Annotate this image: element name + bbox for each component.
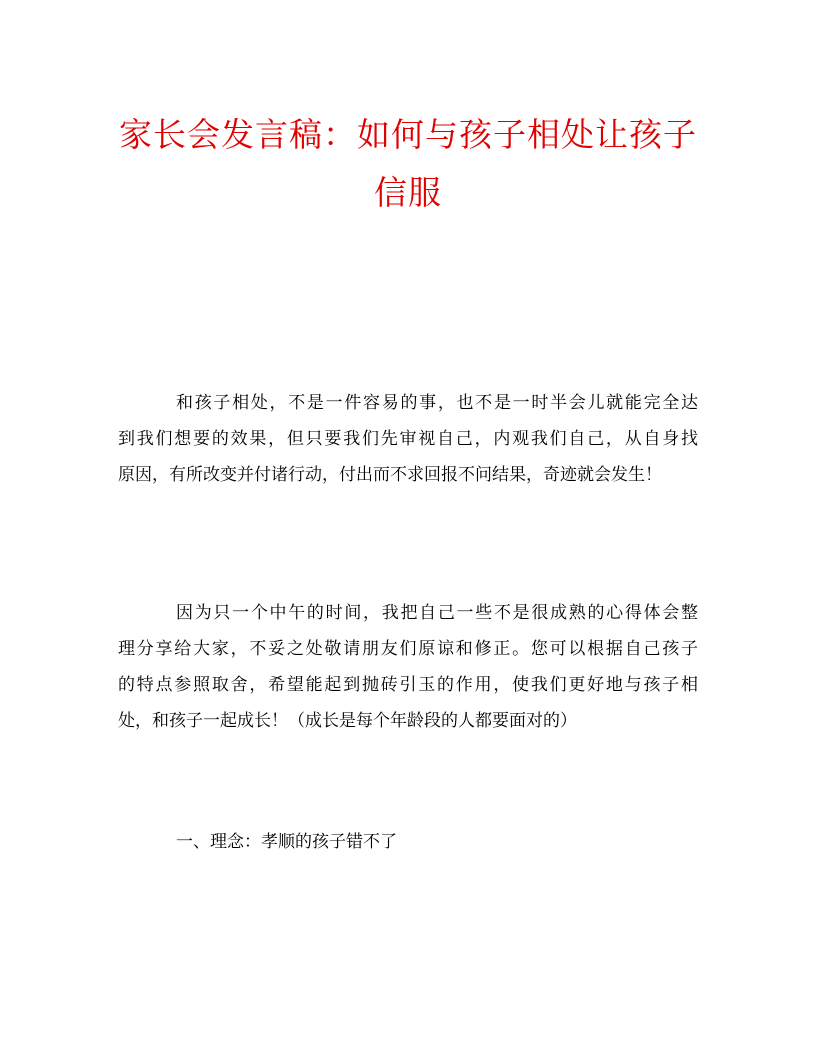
paragraph-1-line-1: 和孩子相处，不是一件容易的事，也不是一时半会儿就能完全达 <box>176 393 698 413</box>
paragraph-2-line-3: 的特点参照取舍，希望能起到抛砖引玉的作用，使我们更好地与孩子相 <box>118 675 698 695</box>
section-heading: 一、理念：孝顺的孩子错不了 <box>176 832 397 852</box>
document-title <box>100 106 716 222</box>
paragraph-2-line-4: 处，和孩子一起成长！（成长是每个年龄段的人都要面对的） <box>118 711 577 731</box>
title-line-1: 家长会发言稿：如何与孩子相处让孩子 <box>119 115 697 154</box>
paragraph-2 <box>118 595 698 739</box>
paragraph-2-line-1: 因为只一个中午的时间，我把自己一些不是很成熟的心得体会整 <box>176 603 698 623</box>
paragraph-2-line-2: 理分享给大家，不妥之处敬请朋友们原谅和修正。您可以根据自己孩子 <box>118 639 698 659</box>
paragraph-1-line-2: 到我们想要的效果，但只要我们先审视自己，内观我们自己，从自身找 <box>118 429 698 449</box>
title-line-2: 信服 <box>374 173 442 212</box>
paragraph-1 <box>118 385 698 493</box>
paragraph-1-line-3: 原因，有所改变并付诸行动，付出而不求回报不问结果，奇迹就会发生！ <box>118 465 662 485</box>
